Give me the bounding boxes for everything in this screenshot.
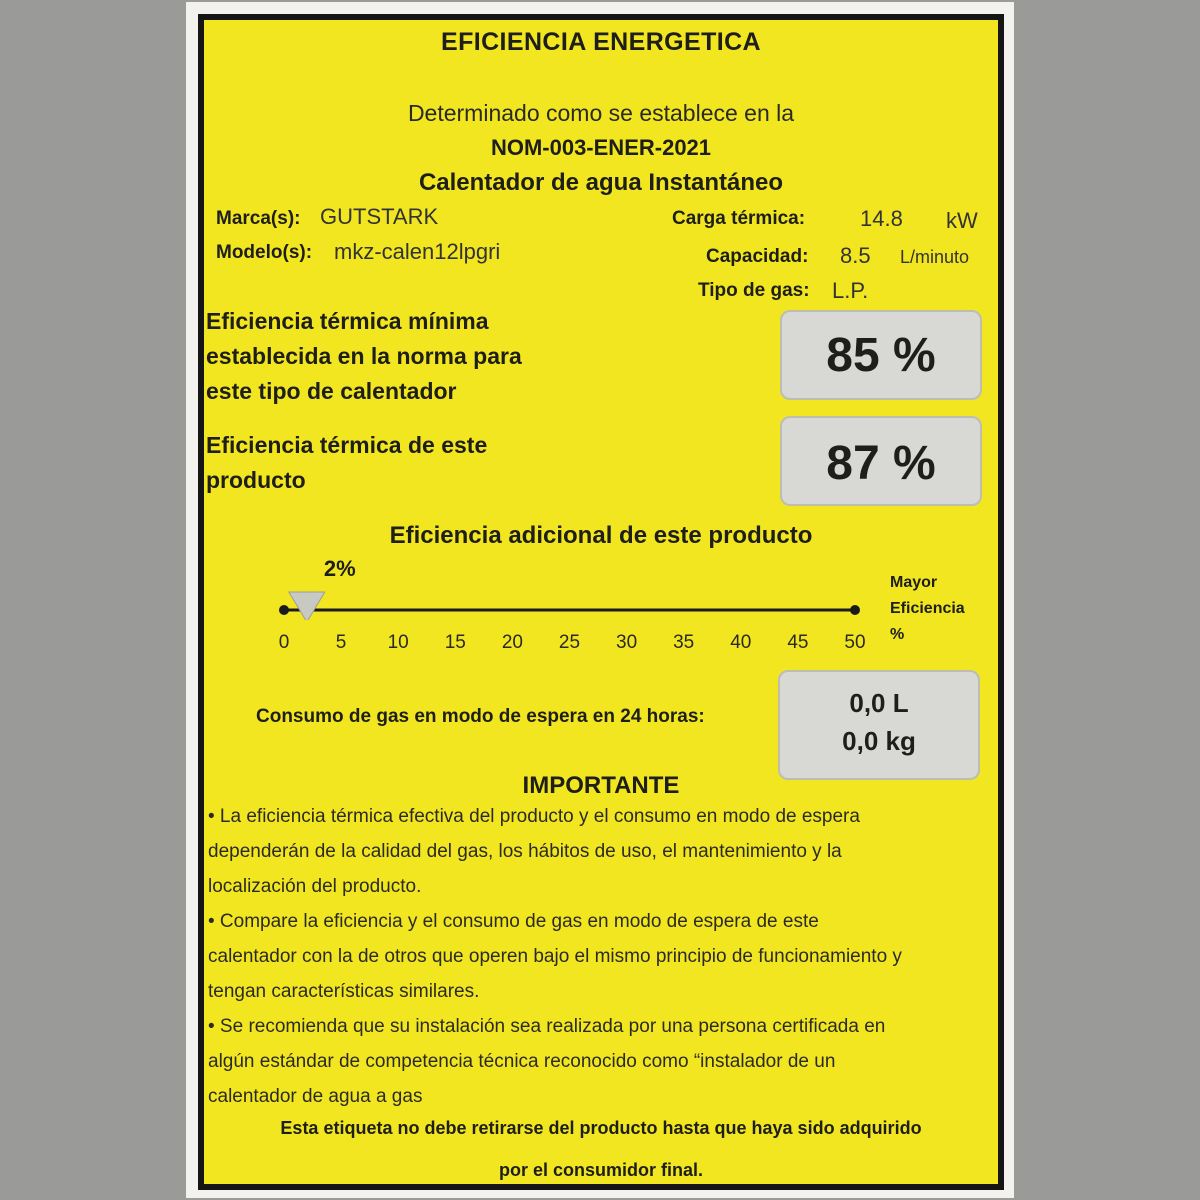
efficiency-scale [204,580,998,620]
model-label: Modelo(s): [216,242,313,263]
model-value: mkz-calen12lpgri [334,239,501,264]
min-efficiency-line: establecida en la norma para [206,343,522,369]
min-efficiency-value: 85 % [826,329,936,382]
important-line: • Se recomienda que su instalación sea realizada por una persona certificada en [208,1016,886,1037]
load-value: 14.8 [860,206,903,231]
important-line: dependerán de la calidad del gas, los hábitos de uso, el mantenimiento y la [208,841,842,862]
scale-tick-label: 5 [335,632,347,653]
scale-end-dot [850,605,860,615]
scale-side-label [890,570,965,648]
scale-tick-label: 45 [787,632,809,653]
scale-tick-label: 50 [844,632,866,653]
standby-box [778,670,980,780]
brand-label: Marca(s): [216,208,301,229]
scale-side-line: Eficiencia [890,600,965,617]
important-line: • Compare la eficiencia y el consumo de gas en modo de espera de este [208,911,819,932]
min-efficiency-line: Eficiencia térmica mínima [206,308,489,334]
scale-tick-label: 35 [673,632,695,653]
product-type: Calentador de agua Instantáneo [418,169,784,196]
standby-kg: 0,0 kg [842,726,916,756]
load-unit: kW [946,208,978,233]
important-title: IMPORTANTE [522,772,680,799]
important-line: calentador de agua a gas [208,1086,423,1107]
capacity-value: 8.5 [840,243,871,268]
label-title: EFICIENCIA ENERGETICA [441,28,761,56]
important-line: tengan características similares. [208,981,480,1002]
scale-tick-label: 15 [444,632,466,653]
product-efficiency-line: producto [206,467,306,493]
scale-tick-label: 30 [616,632,638,653]
load-label: Carga térmica: [672,208,806,229]
scale-start-dot [279,605,289,615]
additional-efficiency-title: Eficiencia adicional de este producto [389,522,813,549]
norm-intro: Determinado como se establece en la [407,100,795,126]
capacity-unit: L/minuto [900,247,970,267]
product-efficiency-label [206,428,487,498]
important-line: calentador con la de otros que operen bajo el mismo principio de funcionamiento y [208,946,902,967]
footer-line: por el consumidor final. [498,1160,704,1180]
product-efficiency-value: 87 % [826,437,936,490]
scale-side-line: Mayor [890,574,938,591]
marker-triangle-icon [289,592,325,620]
standby-label: Consumo de gas en modo de espera en 24 horas: [256,706,705,727]
scale-tick-label: 20 [501,632,523,653]
important-line: • La eficiencia térmica efectiva del producto y el consumo en modo de espera [208,806,860,827]
min-efficiency-label [206,304,522,409]
min-efficiency-box [780,310,982,400]
scale-tick-label: 10 [387,632,409,653]
gas-value: L.P. [832,278,869,303]
important-line: algún estándar de competencia técnica reconocido como “instalador de un [208,1051,836,1072]
capacity-label: Capacidad: [706,246,809,267]
scale-tick-label: 0 [278,632,290,653]
footer-line: Esta etiqueta no debe retirarse del producto hasta que haya sido adquirido [280,1118,922,1138]
min-efficiency-line: este tipo de calentador [206,378,457,404]
standby-liters: 0,0 L [849,688,909,718]
norm-code: NOM-003-ENER-2021 [490,135,712,160]
marker-label: 2% [323,556,356,581]
important-line: localización del producto. [208,876,422,897]
brand-value: GUTSTARK [320,204,439,229]
gas-label: Tipo de gas: [698,280,810,301]
scale-tick-label: 40 [730,632,752,653]
energy-label [198,14,1004,1190]
product-efficiency-box [780,416,982,506]
scale-side-line: % [890,626,905,643]
scale-tick-label: 25 [558,632,581,653]
product-efficiency-line: Eficiencia térmica de este [206,432,488,458]
